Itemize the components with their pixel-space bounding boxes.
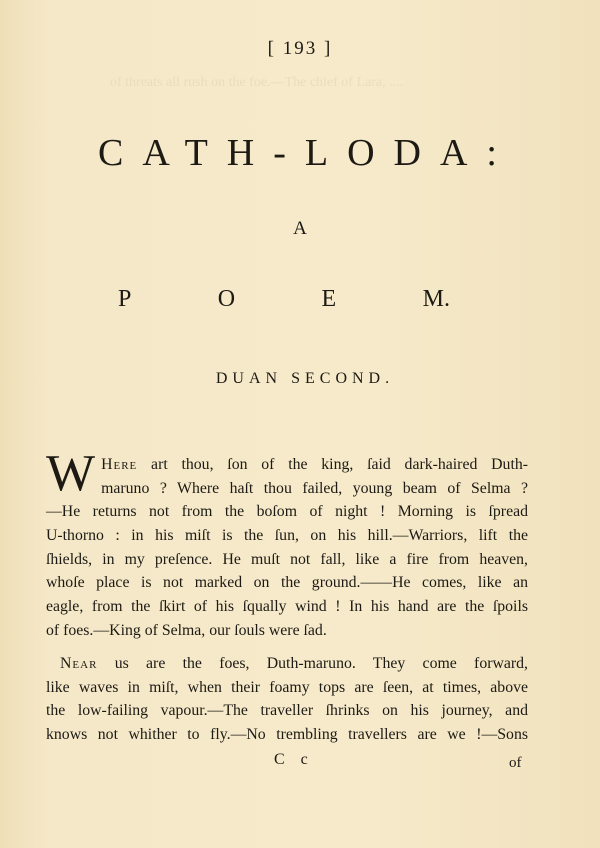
text-line: Here art thou, ſon of the king, ſaid dark-haired Duth- <box>101 456 528 473</box>
paragraph-2 <box>46 652 528 747</box>
first-word: Near <box>60 655 98 672</box>
page-title: CATH-LODA: <box>98 132 516 174</box>
text-line: like waves in miſt, when their foamy tops are ſeen, at times, above <box>46 678 528 696</box>
text-line: whoſe place is not marked on the ground.——He comes, like an <box>46 574 528 592</box>
catchword: of <box>509 755 522 771</box>
signature-mark: C c <box>274 751 314 768</box>
text-line: the low-failing vapour.—The traveller ſhrinks on his journey, and <box>46 702 528 720</box>
text-line: Near us are the foes, Duth-maruno. They come forward, <box>60 655 528 672</box>
text-line: ſhields, in my preſence. He muſt not fall, like a fire from heaven, <box>46 550 528 568</box>
page-number: [ 193 ] <box>267 38 333 59</box>
subtitle-a: A <box>293 218 307 239</box>
poem-letter: O <box>217 286 236 312</box>
bleed-through-text: of threats all rush on the foe.—The chief of Lara, .... <box>110 75 404 90</box>
section-heading: DUAN SECOND. <box>215 370 395 387</box>
text-line: maruno ? Where haſt thou failed, young beam of Selma ? <box>101 479 528 497</box>
text-line: U-thorno : in his miſt is the ſun, on his hill.—Warriors, lift the <box>46 527 528 545</box>
drop-cap: W <box>46 445 96 502</box>
subtitle-poem <box>118 286 450 313</box>
text-line: eagle, from the ſkirt of his ſqually wind ! In his hand are the ſpoils <box>46 598 528 616</box>
text-line: knows not whither to fly.—No trembling travellers are we !—Sons <box>46 726 528 744</box>
poem-letter: M. <box>422 286 450 312</box>
text-line: —He returns not from the boſom of night ! Morning is ſpread <box>46 503 528 521</box>
poem-letter: P <box>118 286 132 312</box>
poem-letter: E <box>321 286 337 312</box>
first-word: Here <box>101 456 138 473</box>
text-line: of foes.—King of Selma, our ſouls were ſad. <box>46 621 327 639</box>
paragraph-1 <box>46 445 528 643</box>
